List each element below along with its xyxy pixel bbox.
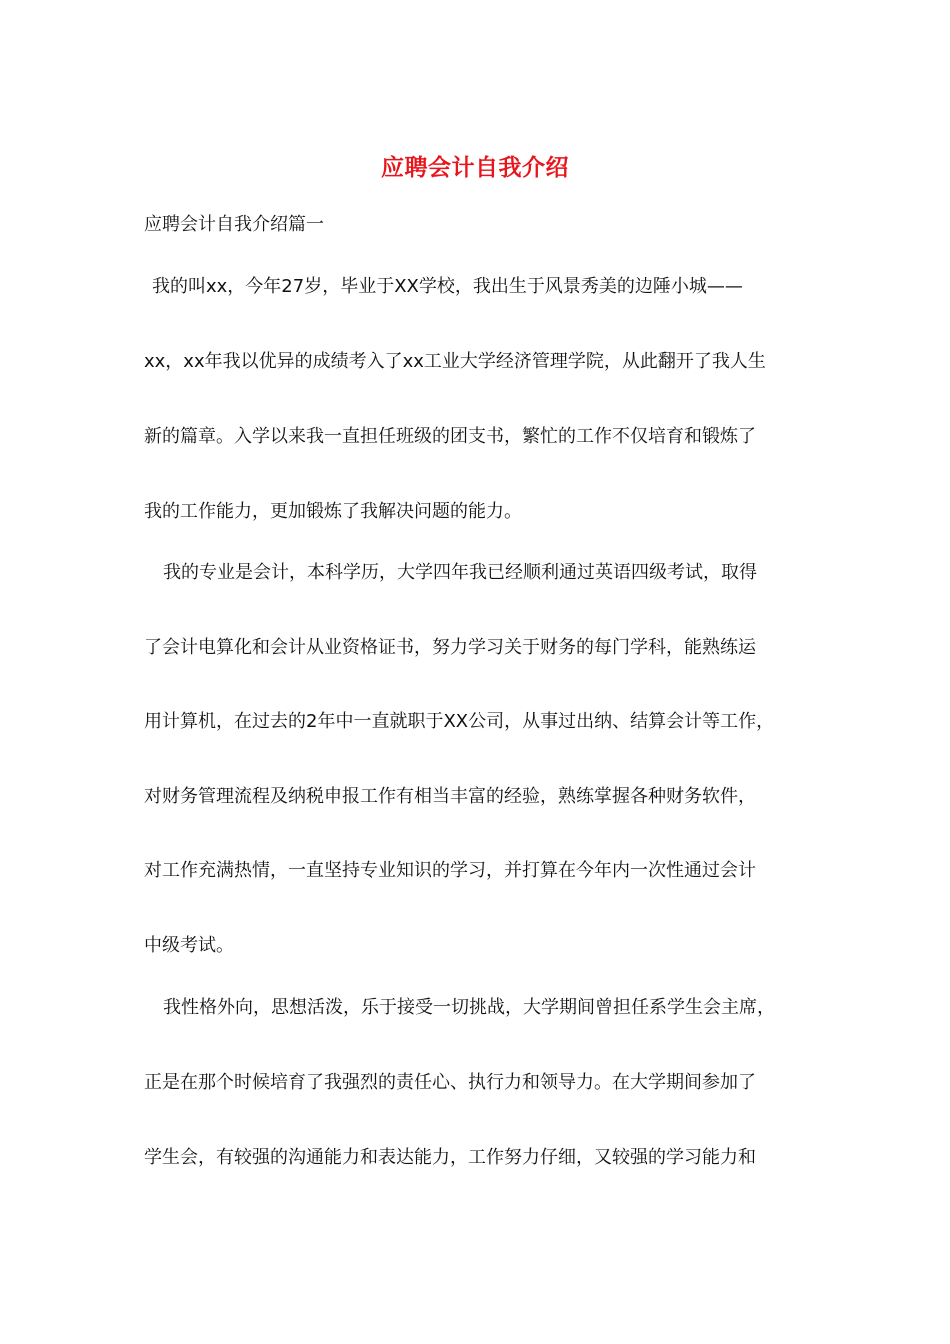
paragraph-line: 用计算机，在过去的2年中一直就职于XX公司，从事过出纳、结算会计等工作， [144,711,775,732]
paragraph-line: 我的工作能力，更加锻炼了我解决问题的能力。 [144,501,522,522]
paragraph-line: 对工作充满热情，一直坚持专业知识的学习，并打算在今年内一次性通过会计 [144,860,756,881]
paragraph-line: 我的叫xx，今年27岁，毕业于XX学校，我出生于风景秀美的边陲小城—— [152,276,743,297]
paragraph-line: 我的专业是会计，本科学历，大学四年我已经顺利通过英语四级考试，取得 [163,562,757,583]
paragraph-line: 正是在那个时候培育了我强烈的责任心、执行力和领导力。在大学期间参加了 [144,1072,756,1093]
paragraph-line: xx，xx年我以优异的成绩考入了xx工业大学经济管理学院，从此翻开了我人生 [144,351,766,372]
paragraph-line: 了会计电算化和会计从业资格证书，努力学习关于财务的每门学科，能熟练运 [144,637,756,658]
paragraph-line: 我性格外向，思想活泼，乐于接受一切挑战，大学期间曾担任系学生会主席， [163,997,775,1018]
paragraph-line: 学生会，有较强的沟通能力和表达能力，工作努力仔细，又较强的学习能力和 [144,1147,756,1168]
paragraph-line: 新的篇章。入学以来我一直担任班级的团支书，繁忙的工作不仅培育和锻炼了 [144,426,756,447]
section-heading: 应聘会计自我介绍篇一 [144,214,324,235]
document-title: 应聘会计自我介绍 [381,155,569,181]
paragraph-line: 对财务管理流程及纳税申报工作有相当丰富的经验，熟练掌握各种财务软件， [144,786,756,807]
paragraph-line: 中级考试。 [144,935,234,956]
